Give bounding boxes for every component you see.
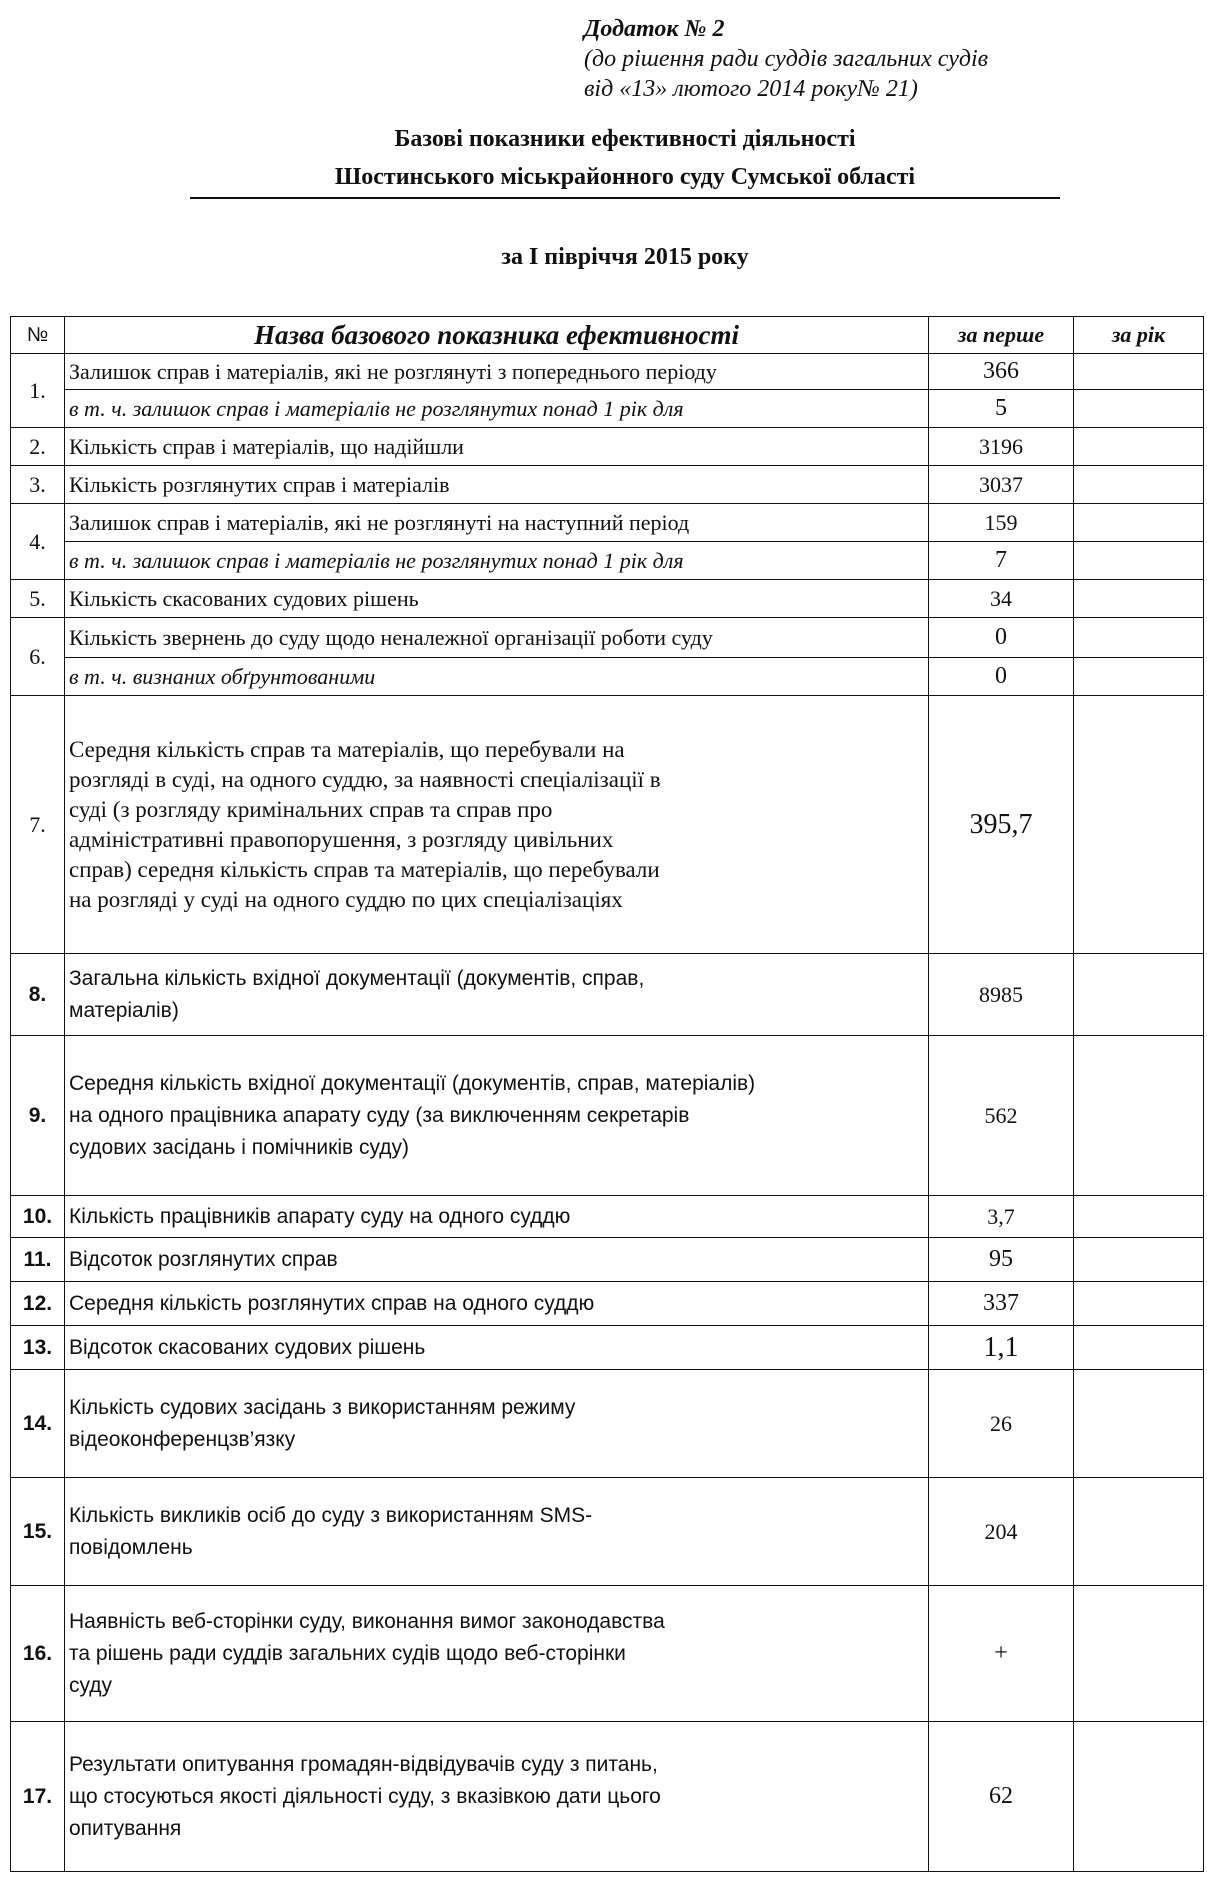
annex-note xyxy=(584,14,988,104)
table-row xyxy=(11,428,1204,466)
indicator-text: Загальна кількість вхідної документації (документів, справ, матеріалів) xyxy=(65,954,929,1036)
indicator-value: 159 xyxy=(929,504,1074,542)
year-value-cell xyxy=(1074,1370,1204,1478)
indicator-value: 1,1 xyxy=(929,1326,1074,1370)
document-title-line1: Базові показники ефективності діяльності xyxy=(394,126,856,152)
indicator-value: 95 xyxy=(929,1238,1074,1282)
indicator-value: 26 xyxy=(929,1370,1074,1478)
indicator-text: Середня кількість справ та матеріалів, що перебували на розгляді в суді, на одного суддю, за наявності спеціалізації в суді (з розгляду кримінальних справ та справ про адміністративні правопорушення, з розгляду цивільних справ) середня кількість справ та матеріалів, що перебували на розгляді у суді на одного суддю по цих спеціалізаціях xyxy=(65,696,929,954)
indicator-value: 562 xyxy=(929,1036,1074,1196)
table-row xyxy=(11,1370,1204,1478)
year-value-cell xyxy=(1074,466,1204,504)
year-value-cell xyxy=(1074,1478,1204,1586)
indicator-value: 337 xyxy=(929,1282,1074,1326)
year-value-cell xyxy=(1074,1036,1204,1196)
table-row xyxy=(11,504,1204,542)
indicator-text: Залишок справ і матеріалів, які не розглянуті з попереднього періоду xyxy=(65,354,929,390)
table-row xyxy=(11,1326,1204,1370)
table-row xyxy=(11,954,1204,1036)
indicator-value: 3,7 xyxy=(929,1196,1074,1238)
row-number: 17. xyxy=(11,1722,65,1872)
indicator-value: 3037 xyxy=(929,466,1074,504)
annex-number: Додаток № 2 xyxy=(584,16,725,42)
indicator-value: + xyxy=(929,1586,1074,1722)
table-header-row xyxy=(11,317,1204,354)
indicator-text: Відсоток розглянутих справ xyxy=(65,1238,929,1282)
table-row xyxy=(11,354,1204,390)
indicator-value: 62 xyxy=(929,1722,1074,1872)
year-value-cell xyxy=(1074,696,1204,954)
row-number: 9. xyxy=(11,1036,65,1196)
annex-decision: (до рішення ради суддів загальних судів xyxy=(584,46,989,72)
report-period: за І півріччя 2015 року xyxy=(501,244,749,270)
header-first-half: за перше xyxy=(929,317,1074,354)
year-value-cell xyxy=(1074,954,1204,1036)
year-value-cell xyxy=(1074,618,1204,658)
row-number: 6. xyxy=(11,618,65,696)
row-number: 5. xyxy=(11,580,65,618)
table-row xyxy=(11,1036,1204,1196)
year-value-cell xyxy=(1074,1196,1204,1238)
row-number: 1. xyxy=(11,354,65,428)
indicator-subvalue: 7 xyxy=(929,542,1074,580)
year-value-cell xyxy=(1074,504,1204,542)
row-number: 12. xyxy=(11,1282,65,1326)
indicator-subtext: в т. ч. визнаних обґрунтованими xyxy=(65,658,929,696)
indicator-subtext: в т. ч. залишок справ і матеріалів не розглянутих понад 1 рік для xyxy=(65,390,929,428)
table-row xyxy=(11,1238,1204,1282)
indicator-text: Кількість працівників апарату суду на одного суддю xyxy=(65,1196,929,1238)
indicator-value: 34 xyxy=(929,580,1074,618)
row-number: 8. xyxy=(11,954,65,1036)
indicator-text: Кількість справ і матеріалів, що надійшли xyxy=(65,428,929,466)
year-value-cell xyxy=(1074,428,1204,466)
table-row xyxy=(11,1282,1204,1326)
year-value-cell xyxy=(1074,658,1204,696)
year-value-cell xyxy=(1074,1238,1204,1282)
header-year: за рік xyxy=(1074,317,1204,354)
table-subrow xyxy=(11,542,1204,580)
table-row xyxy=(11,466,1204,504)
header-indicator-name: Назва базового показника ефективності xyxy=(65,317,929,354)
row-number: 14. xyxy=(11,1370,65,1478)
year-value-cell xyxy=(1074,354,1204,390)
indicator-value: 8985 xyxy=(929,954,1074,1036)
indicator-text: Кількість розглянутих справ і матеріалів xyxy=(65,466,929,504)
table-row xyxy=(11,618,1204,658)
document-title-line2: Шостинського міськрайонного суду Сумської області xyxy=(334,164,916,190)
row-number: 13. xyxy=(11,1326,65,1370)
row-number: 15. xyxy=(11,1478,65,1586)
indicator-text: Залишок справ і матеріалів, які не розглянуті на наступний період xyxy=(65,504,929,542)
row-number: 4. xyxy=(11,504,65,580)
row-number: 10. xyxy=(11,1196,65,1238)
indicator-text: Відсоток скасованих судових рішень xyxy=(65,1326,929,1370)
year-value-cell xyxy=(1074,390,1204,428)
table-row xyxy=(11,1196,1204,1238)
year-value-cell xyxy=(1074,1282,1204,1326)
table-row xyxy=(11,580,1204,618)
table-row xyxy=(11,1722,1204,1872)
indicator-text: Результати опитування громадян-відвідувачів суду з питань, що стосуються якості діяльності суду, з вказівкою дати цього опитування xyxy=(65,1722,929,1872)
indicator-text: Кількість викликів осіб до суду з використанням SMS-повідомлень xyxy=(65,1478,929,1586)
title-underline xyxy=(190,197,1060,199)
indicator-value: 395,7 xyxy=(929,696,1074,954)
table-row xyxy=(11,1478,1204,1586)
table-subrow xyxy=(11,658,1204,696)
indicators-table xyxy=(10,316,1204,1872)
year-value-cell xyxy=(1074,580,1204,618)
annex-date: від «13» лютого 2014 року№ 21) xyxy=(584,76,918,102)
row-number: 11. xyxy=(11,1238,65,1282)
indicator-value: 0 xyxy=(929,618,1074,658)
table-subrow xyxy=(11,390,1204,428)
year-value-cell xyxy=(1074,1586,1204,1722)
indicator-subtext: в т. ч. залишок справ і матеріалів не розглянутих понад 1 рік для xyxy=(65,542,929,580)
row-number: 16. xyxy=(11,1586,65,1722)
indicator-text: Наявність веб-сторінки суду, виконання вимог законодавства та рішень ради суддів загальних судів щодо веб-сторінки суду xyxy=(65,1586,929,1722)
table-row xyxy=(11,696,1204,954)
indicator-value: 366 xyxy=(929,354,1074,390)
year-value-cell xyxy=(1074,542,1204,580)
header-number: № xyxy=(11,317,65,354)
indicator-text: Кількість судових засідань з використанням режиму відеоконференцзв’язку xyxy=(65,1370,929,1478)
row-number: 2. xyxy=(11,428,65,466)
indicator-text: Кількість скасованих судових рішень xyxy=(65,580,929,618)
indicator-text: Середня кількість розглянутих справ на одного суддю xyxy=(65,1282,929,1326)
table-row xyxy=(11,1586,1204,1722)
indicator-subvalue: 5 xyxy=(929,390,1074,428)
year-value-cell xyxy=(1074,1326,1204,1370)
indicator-text: Середня кількість вхідної документації (документів, справ, матеріалів) на одного працівника апарату суду (за виключенням секретарів судових засідань і помічників суду) xyxy=(65,1036,929,1196)
indicator-subvalue: 0 xyxy=(929,658,1074,696)
row-number: 3. xyxy=(11,466,65,504)
row-number: 7. xyxy=(11,696,65,954)
indicator-value: 3196 xyxy=(929,428,1074,466)
indicator-text: Кількість звернень до суду щодо неналежної організації роботи суду xyxy=(65,618,929,658)
indicator-value: 204 xyxy=(929,1478,1074,1586)
year-value-cell xyxy=(1074,1722,1204,1872)
